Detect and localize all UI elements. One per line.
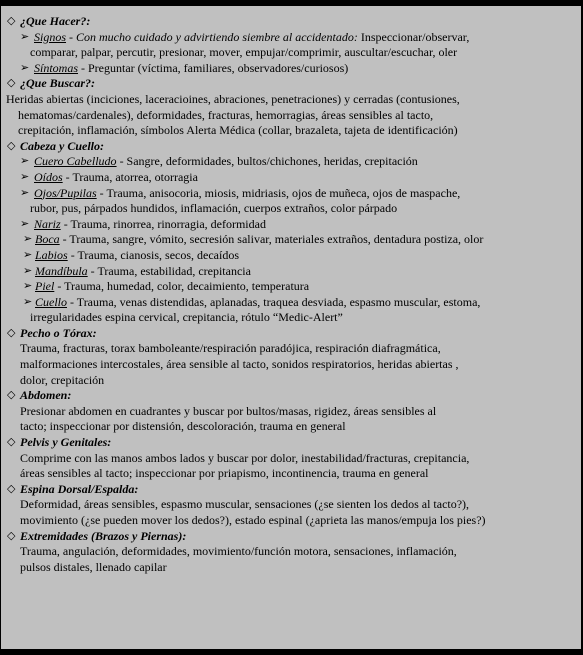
diamond-bullet-icon: ◇ [7, 436, 16, 449]
list-item-cuello [6, 295, 578, 311]
arrow-bullet-icon: ➢ [23, 264, 33, 277]
arrow-bullet-icon: ➢ [23, 233, 33, 246]
arrow-bullet-icon: ➢ [20, 170, 30, 183]
item-text: - Trauma, sangre, vómito, secresión salivar, materiales extraños, dentadura postiza, olor [59, 232, 484, 247]
paragraph-line: hematomas/cardenales), deformidades, fracturas, hemorragias, áreas sensibles al tacto, [18, 107, 434, 122]
arrow-bullet-icon: ➢ [20, 186, 30, 199]
arrow-bullet-icon: ➢ [20, 217, 30, 230]
section-heading-pecho-torax: ◇ Pecho o Tórax: [7, 325, 97, 340]
arrow-bullet-icon: ➢ [23, 295, 33, 308]
diamond-bullet-icon: ◇ [7, 15, 16, 27]
paragraph-line: Trauma, fracturas, torax bamboleante/respiración paradójica, respiración diafragmática, [20, 341, 441, 356]
item-label: Mandíbula [35, 263, 88, 278]
item-label: Labios [35, 247, 68, 262]
paragraph-line: Trauma, angulación, deformidades, movimiento/función motora, sensaciones, inflamación, [20, 544, 457, 559]
list-item-sintomas [6, 61, 578, 77]
item-text: - Trauma, estabilidad, crepitancia [87, 263, 251, 278]
document-content [6, 14, 578, 575]
arrow-bullet-icon: ➢ [20, 155, 30, 168]
paragraph-line: Presionar abdomen en cuadrantes y buscar por bultos/masas, rigidez, áreas sensibles al [20, 403, 437, 418]
item-label: Cuero Cabelludo [34, 154, 117, 169]
list-item-oidos [6, 170, 578, 186]
list-item-piel [6, 279, 578, 295]
arrow-bullet-icon: ➢ [20, 61, 30, 74]
section-heading-cabeza-cuello: ◇ Cabeza y Cuello: [7, 138, 104, 153]
item-text: - Preguntar (víctima, familiares, observadores/curiosos) [78, 60, 349, 75]
item-text: - Trauma, venas distendidas, aplanadas, traquea desviada, espasmo muscular, estoma, [67, 294, 481, 309]
paragraph-line: malformaciones intercostales, área sensible al tacto, sonidos respiratorios, heridas abiertas , [20, 357, 459, 372]
list-item-cuero-cabelludo [6, 154, 578, 170]
arrow-bullet-icon: ➢ [23, 248, 33, 261]
diamond-bullet-icon: ◇ [7, 482, 16, 495]
paragraph-line: pulsos distales, llenado capilar [20, 559, 167, 574]
item-label: Boca [35, 232, 60, 247]
item-text: - Trauma, humedad, color, decaimiento, temperatura [54, 279, 310, 294]
item-text: - Trauma, atorrea, otorragia [62, 169, 198, 184]
list-item-boca [6, 232, 578, 248]
diamond-bullet-icon: ◇ [7, 77, 16, 90]
section-heading-espina-dorsal: ◇ Espina Dorsal/Espalda: [7, 481, 139, 496]
item-label: Síntomas [34, 60, 79, 75]
item-label: Piel [35, 279, 55, 294]
item-italic-text: - Con mucho cuidado y advirtiendo siembre al accidentado: [66, 29, 358, 44]
paragraph-line: dolor, crepitación [20, 372, 105, 387]
item-label: Oídos [34, 169, 63, 184]
list-item-nariz [6, 217, 578, 233]
arrow-bullet-icon: ➢ [23, 280, 33, 293]
item-text: Inspeccionar/observar, [357, 29, 470, 44]
item-label: Cuello [35, 294, 67, 309]
list-item-ojos-pupilas [6, 186, 578, 202]
section-heading-que-hacer: ◇ ¿Que Hacer?: [7, 14, 91, 28]
section-heading-extremidades: ◇ Extremidades (Brazos y Piernas): [7, 528, 187, 543]
diamond-bullet-icon: ◇ [7, 389, 16, 402]
paragraph-line: crepitación, inflamación, símbolos Alerta Médica (collar, brazaleta, tajeta de identificación) [18, 123, 458, 138]
paragraph-line: tacto; inspeccionar por distensión, descoloración, trauma en general [20, 419, 346, 434]
arrow-bullet-icon: ➢ [20, 30, 30, 43]
list-item-continuation: rubor, pus, párpados hundidos, inflamación, cuerpos extraños, color párpado [30, 201, 398, 216]
list-item-continuation: irregularidades espina cervical, crepitancia, rótulo “Medic-Alert” [30, 310, 343, 325]
item-text: - Trauma, rinorrea, rinorragia, deformidad [60, 216, 266, 231]
paragraph-line: Comprime con las manos ambos lados y buscar por dolor, inestabilidad/fracturas, crepitancia, [20, 450, 470, 465]
diamond-bullet-icon: ◇ [7, 139, 16, 152]
list-item-continuation: comparar, palpar, percutir, presionar, mover, empujar/comprimir, auscultar/escuchar, oler [30, 45, 458, 60]
paragraph-line: Heridas abiertas (inciciones, laceracioines, abraciones, penetraciones) y cerradas (contusiones, [6, 91, 460, 106]
paragraph-line: áreas sensibles al tacto; inspeccionar por priapismo, incontinencia, trauma en general [20, 466, 429, 481]
list-item-signos [6, 30, 578, 46]
section-heading-abdomen: ◇ Abdomen: [7, 388, 72, 403]
item-label: Signos [34, 29, 67, 44]
section-heading-pelvis-genitales: ◇ Pelvis y Genitales: [7, 435, 112, 450]
item-label: Ojos/Pupilas [34, 185, 97, 200]
list-item-mandibula [6, 264, 578, 280]
item-text: - Sangre, deformidades, bultos/chichones, heridas, crepitación [116, 154, 418, 169]
item-text: - Trauma, cianosis, secos, decaídos [67, 247, 239, 262]
list-item-labios [6, 248, 578, 264]
section-heading-que-buscar: ◇ ¿Que Buscar?: [7, 76, 96, 91]
diamond-bullet-icon: ◇ [7, 326, 16, 339]
item-text: - Trauma, anisocoria, miosis, midriasis, ojos de muñeca, ojos de maspache, [96, 185, 461, 200]
paragraph-line: Deformidad, áreas sensibles, espasmo muscular, sensaciones (¿se sienten los dedos al tacto?), [20, 497, 470, 512]
diamond-bullet-icon: ◇ [7, 529, 16, 542]
paragraph-line: movimiento (¿se pueden mover los dedos?), estado espinal (¿aprieta las manos/empuja los pies?) [20, 513, 486, 527]
item-label: Nariz [34, 216, 61, 231]
